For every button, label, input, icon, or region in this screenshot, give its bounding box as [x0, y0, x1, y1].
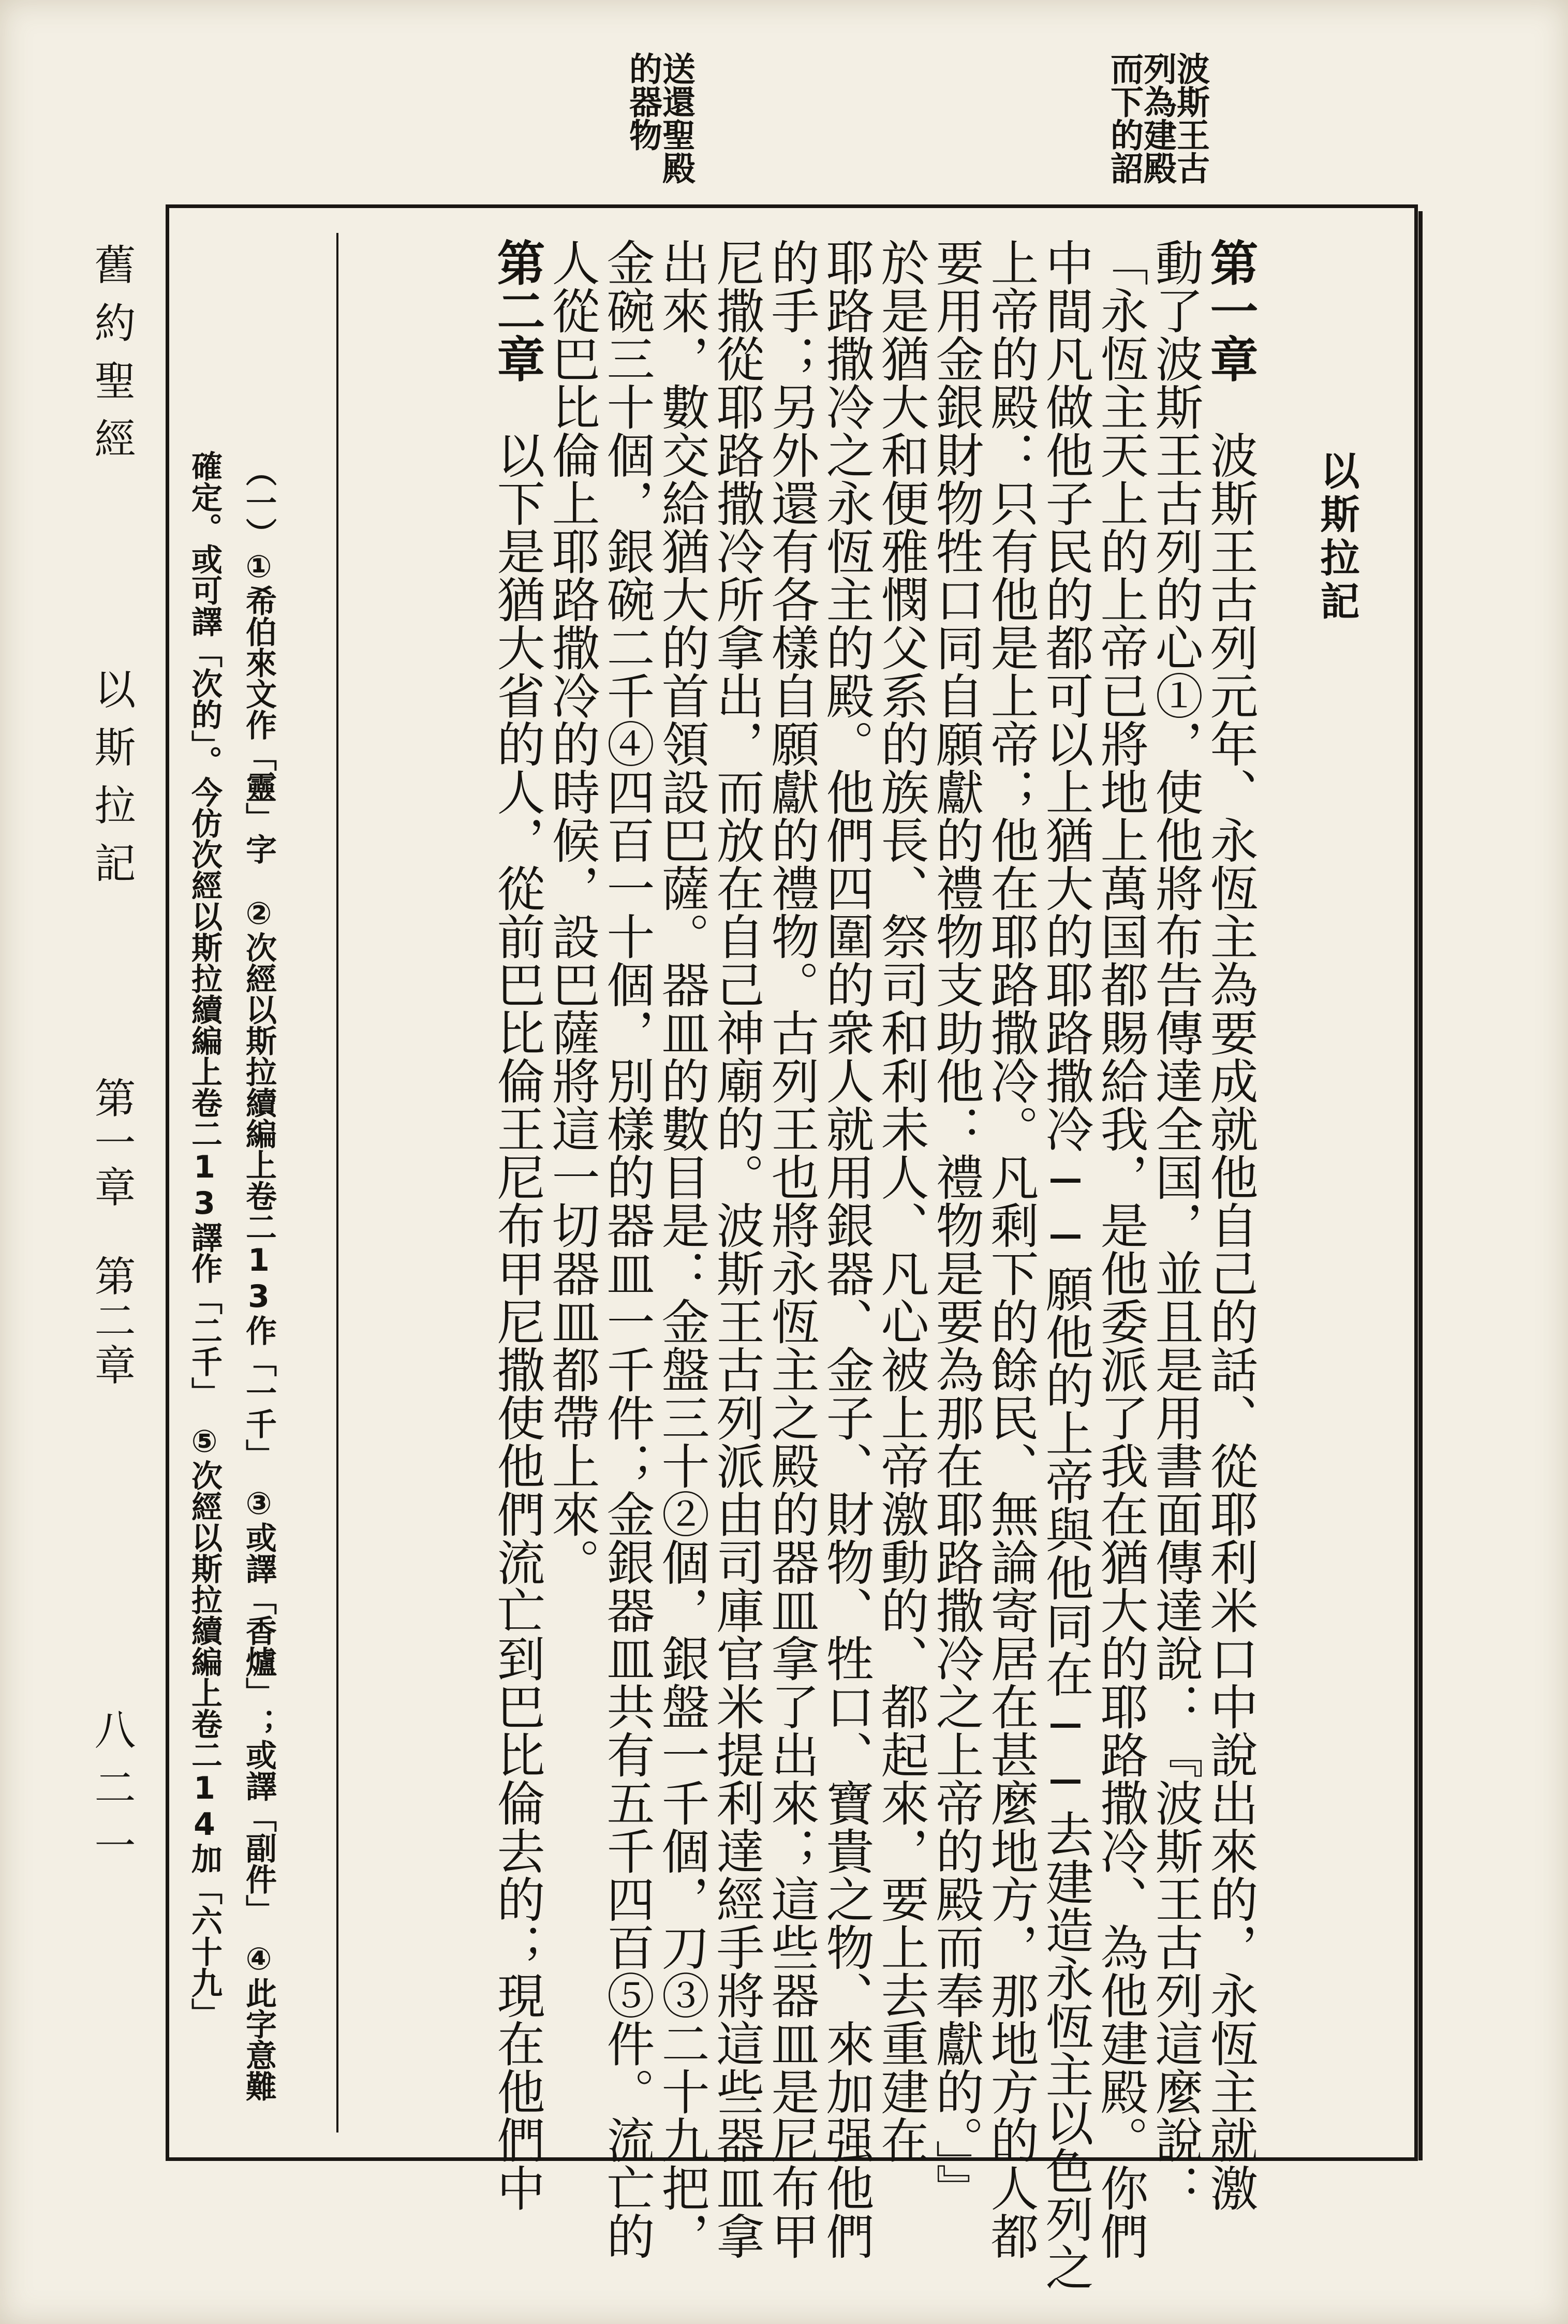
running-head-chapters: 第一章 第二章: [87, 1077, 136, 1388]
chapter-heading: 第一章: [1202, 238, 1258, 383]
column-text: 金碗三十個，銀碗二千④四百一十個，別樣的器皿一千件；金銀器皿共有五千四百⑤件。流亡的: [599, 238, 655, 2260]
text-column: [1038, 238, 1093, 2291]
text-column: [818, 238, 874, 2260]
column-text: 的手；另外還有各樣自願獻的禮物。古列王也將永恆主之殿的器皿拿了出來；這些器皿是尼布甲: [763, 238, 819, 2260]
margin-note-persian-king: [1107, 52, 1207, 207]
column-text: 以下是猶大省的人，從前巴比倫王尼布甲尼撒使他們流亡到巴比倫去的；現在他們中: [489, 383, 545, 2212]
text-column: [708, 238, 764, 2260]
column-text: 要用金銀財物牲口同自願獻的禮物支助他：禮物是要為那在耶路撒冷之上帝的殿而奉獻的。」』: [928, 238, 984, 2212]
column-text: 上帝的殿：只有他是上帝；他在耶路撒冷。凡剩下的餘民、無論寄居在甚麼地方，那地方的人都: [983, 238, 1039, 2260]
page-number: 八二一: [87, 1708, 136, 1882]
column-text: 「永恆主天上的上帝已將地上萬国都賜給我，是他委派了我在猶大的耶路撒冷、為他建殿。你們: [1092, 238, 1148, 2260]
text-column: [763, 238, 819, 2260]
text-column: [873, 238, 929, 2164]
footnote-1: （一）①希伯來文作「靈」字 ②次經以斯拉續編上卷二13作「一千」 ③或譯「香爐」；或譯「副件」 ④此字意難: [241, 455, 277, 2101]
column-text: 於是猶大和便雅憫父系的族長、祭司和利未人、凡心被上帝激動的、都起來，要上去重建在: [873, 238, 929, 2164]
running-head-book: 舊約聖經: [87, 243, 136, 475]
margin-note-returned-vessels-text: 送還聖殿的器物: [624, 52, 695, 184]
text-column: [983, 238, 1039, 2260]
column-text: 耶路撒冷之永恆主的殿。他們四圍的衆人就用銀器、金子、財物、牲口、寶貴之物、來加强他們: [818, 238, 874, 2260]
text-column: [928, 238, 984, 2212]
running-head-title: 以斯拉記: [87, 668, 136, 900]
text-column: [599, 238, 655, 2260]
text-column: [654, 238, 709, 2260]
column-text: 尼撒從耶路撒冷所拿出，而放在自己神廟的。波斯王古列派由司庫官米提利達經手將這些器皿拿: [708, 238, 764, 2260]
column-text: 動了波斯王古列的心①，使他將布告傳達全国，並且是用書面傳達說：『波斯王古列這麼說：: [1147, 238, 1203, 2212]
book-title: 以斯拉記: [1314, 450, 1360, 624]
footnote-rule: [336, 233, 338, 2132]
margin-note-returned-vessels: [624, 52, 695, 207]
column-text: 出來，數交給猶大的首領設巴薩。器皿的數目是：金盤三十②個，銀盤一千個，刀③二十九把，: [654, 238, 709, 2260]
column-text: 波斯王古列元年、永恆主為要成就他自己的話、從耶利米口中說出來的，永恆主就激: [1202, 383, 1258, 2212]
text-column: [1202, 238, 1258, 2212]
column-text: 人從巴比倫上耶路撒冷的時候，設巴薩將這一切器皿都帶上來。: [544, 238, 600, 1586]
column-text: 中間凡做他子民的都可以上猶大的耶路撒冷──願他的上帝與他同在──去建造永恆主以色列之: [1038, 238, 1093, 2291]
text-column: [1092, 238, 1148, 2260]
text-column: [1147, 238, 1203, 2212]
text-column: [544, 238, 600, 1586]
footnote-2: 確定。或可譯「次的」。今仿次經以斯拉續編上卷二13譯作「二千」 ⑤次經以斯拉續編上卷二14加「六十九」: [186, 450, 223, 2029]
chapter-heading: 第二章: [489, 238, 545, 383]
margin-note-persian-king-text: 波斯王古列為建殿而下的詔: [1105, 52, 1209, 184]
text-column: [489, 238, 545, 2212]
